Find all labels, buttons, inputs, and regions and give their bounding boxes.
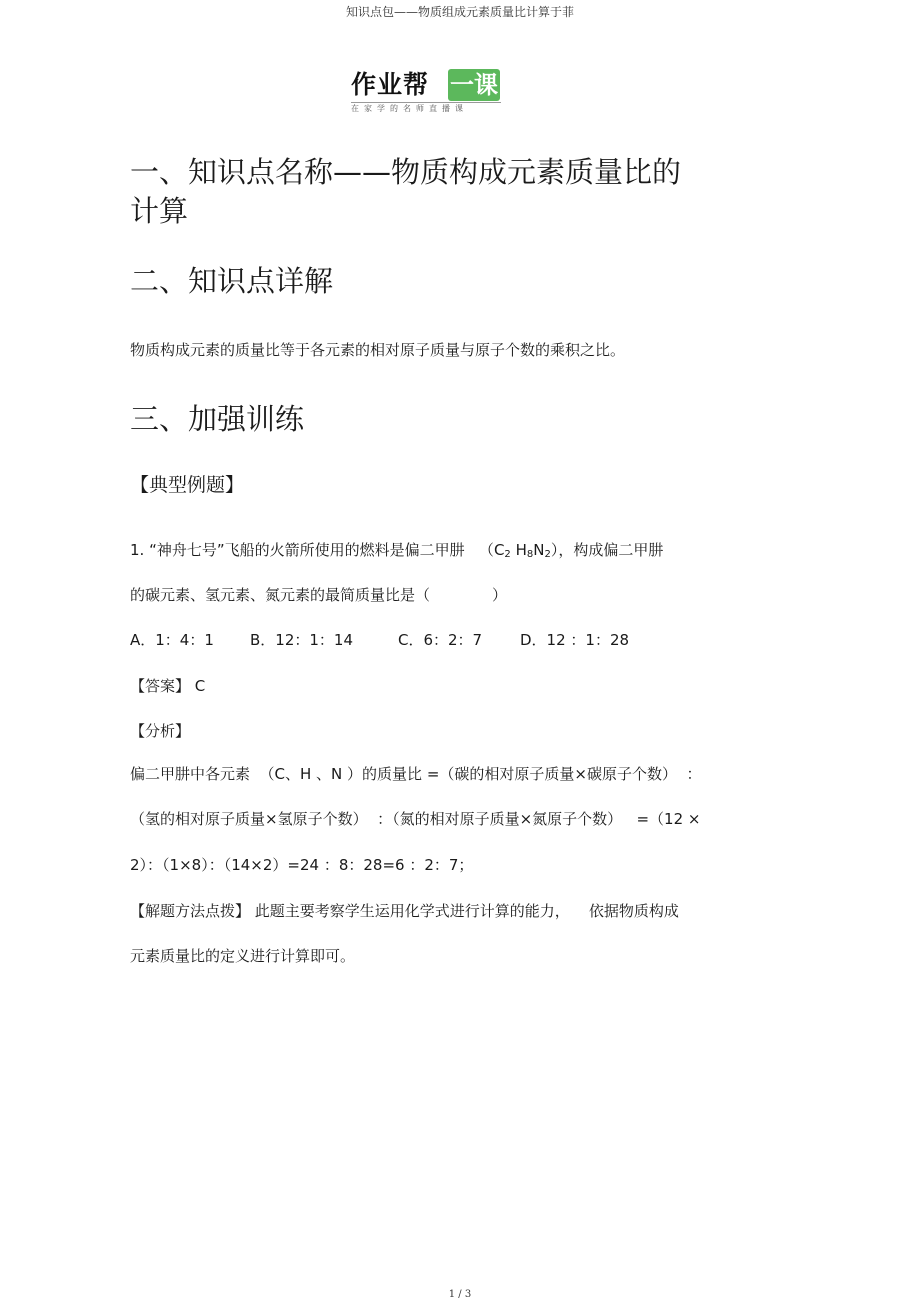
- section-1-title-line1: 一、知识点名称——物质构成元素质量比的: [130, 155, 682, 189]
- logo-slogan: 在家学的名师直播课: [351, 104, 468, 113]
- example-heading: 【典型例题】: [130, 474, 245, 496]
- zuoyebang-logo: [349, 66, 503, 118]
- section-2-title: 二、知识点详解: [130, 264, 334, 298]
- method-line-1: 【解题方法点拨】 此题主要考察学生运用化学式进行计算的能力， 依据物质构成: [130, 902, 679, 920]
- formula-c: C: [493, 541, 505, 559]
- question-line-1: [130, 540, 663, 565]
- formula-c-sub: 2: [504, 549, 511, 560]
- option-a: A．1：4：1: [130, 631, 214, 649]
- section-2-body: 物质构成元素的质量比等于各元素的相对原子质量与原子个数的乘积之比。: [130, 341, 626, 359]
- section-1-title-line2: 计算: [130, 194, 189, 228]
- logo-divider: [351, 102, 501, 103]
- analysis-line-3: 2）：（1×8）：（14×2）=24 ：8：28=6 ：2：7；: [130, 856, 474, 874]
- formula-n-sub: 2: [544, 549, 551, 560]
- document-header: 知识点包——物质组成元素质量比计算于菲: [345, 5, 574, 19]
- logo-box-text: 一课: [450, 71, 498, 99]
- method-line-2: 元素质量比的定义进行计算即可。: [130, 947, 356, 965]
- answer-line: 【答案】 C: [130, 677, 206, 695]
- analysis-line-2: （氢的相对原子质量×氢原子个数） ：（氮的相对原子质量×氮原子个数） =（12 ×: [130, 810, 701, 828]
- option-d: D．12 ：1：28: [520, 631, 630, 649]
- formula-n: N: [533, 541, 545, 559]
- question-prefix: 1. “神舟七号”飞船的火箭所使用的燃料是偏二甲肼 （: [130, 541, 494, 559]
- logo-main-text: 作业帮: [351, 70, 430, 99]
- analysis-heading: 【分析】: [130, 722, 191, 740]
- question-line-2: 的碳元素、氢元素、氮元素的最简质量比是（ ）: [130, 586, 507, 604]
- formula-h: H: [510, 541, 527, 559]
- option-b: B．12：1：14: [250, 631, 354, 649]
- option-c: C．6：2：7: [398, 631, 483, 649]
- page-number: 1 / 3: [448, 1289, 472, 1300]
- section-3-title: 三、加强训练: [130, 402, 305, 436]
- question-suffix: ），构成偏二甲肼: [550, 541, 664, 559]
- formula-h-sub: 8: [526, 549, 534, 560]
- analysis-line-1: 偏二甲肼中各元素 （C、H 、N ）的质量比 =（碳的相对原子质量×碳原子个数） ：: [130, 765, 702, 783]
